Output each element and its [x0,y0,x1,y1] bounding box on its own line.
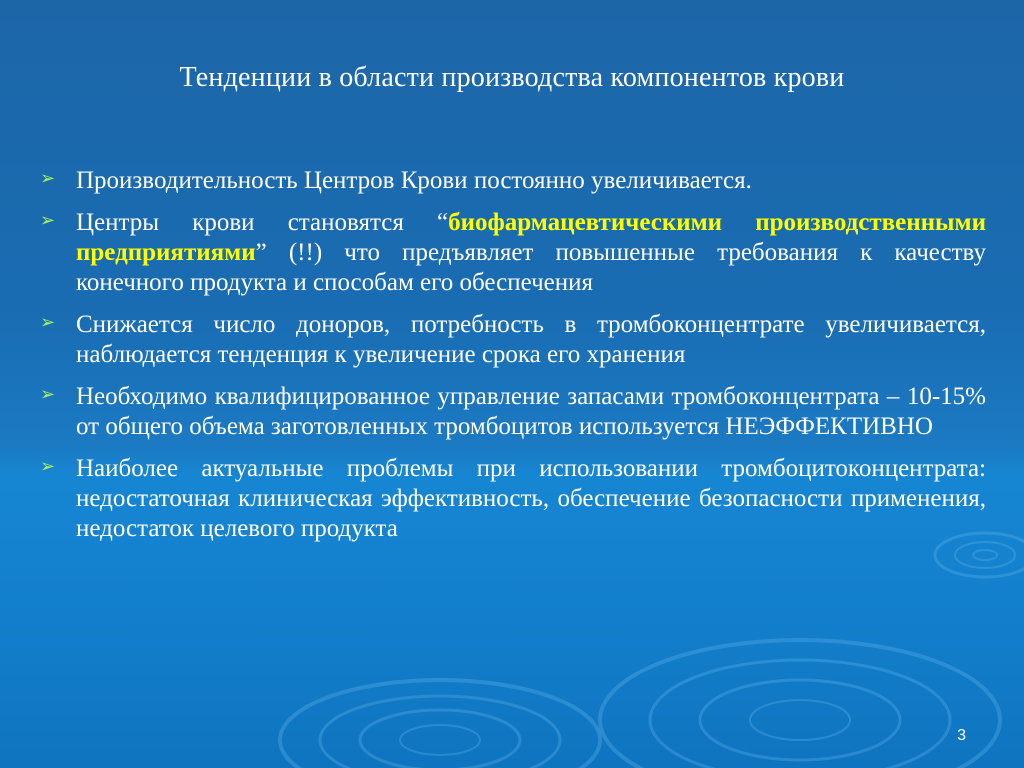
bullet-list [40,166,986,556]
list-item [40,310,986,370]
highlighted-phrase: биофармацевтическими производственными предприятиями [76,209,986,266]
bullet-text-prefix: Центры крови становятся “ [76,209,449,236]
list-item [40,454,986,544]
bullet-text: Необходимо квалифицированное управление запасами тромбоконцентрата – 10-15% от общего объема заготовленных тромбоцитов используется НЕЭФФЕКТИВНО [76,383,986,440]
chevron-right-icon: ➢ [40,312,56,333]
slide-title: Тенденции в области производства компонентов крови [179,62,845,93]
chevron-right-icon: ➢ [40,210,56,231]
bullet-text-suffix: ” (!!) что предъявляет повышенные требования к качеству конечного продукта и способам его обеспечения [76,239,986,296]
list-item [40,166,986,196]
bullet-text: Снижается число доноров, потребность в тромбоконцентрате увеличивается, наблюдается тенденция к увеличение срока его хранения [76,311,986,368]
bullet-text: Наиболее актуальные проблемы при использовании тромбоцитоконцентрата: недостаточная клиническая эффективность, обеспечение безопасности применения, недостаток целевого продукта [76,455,986,542]
chevron-right-icon: ➢ [40,168,56,189]
bullet-text: Производительность Центров Крови постоянно увеличивается. [76,167,752,194]
list-item [40,382,986,442]
chevron-right-icon: ➢ [40,456,56,477]
list-item [40,208,986,298]
bullet-text [76,208,986,298]
chevron-right-icon: ➢ [40,384,56,405]
page-number: 3 [957,727,966,744]
